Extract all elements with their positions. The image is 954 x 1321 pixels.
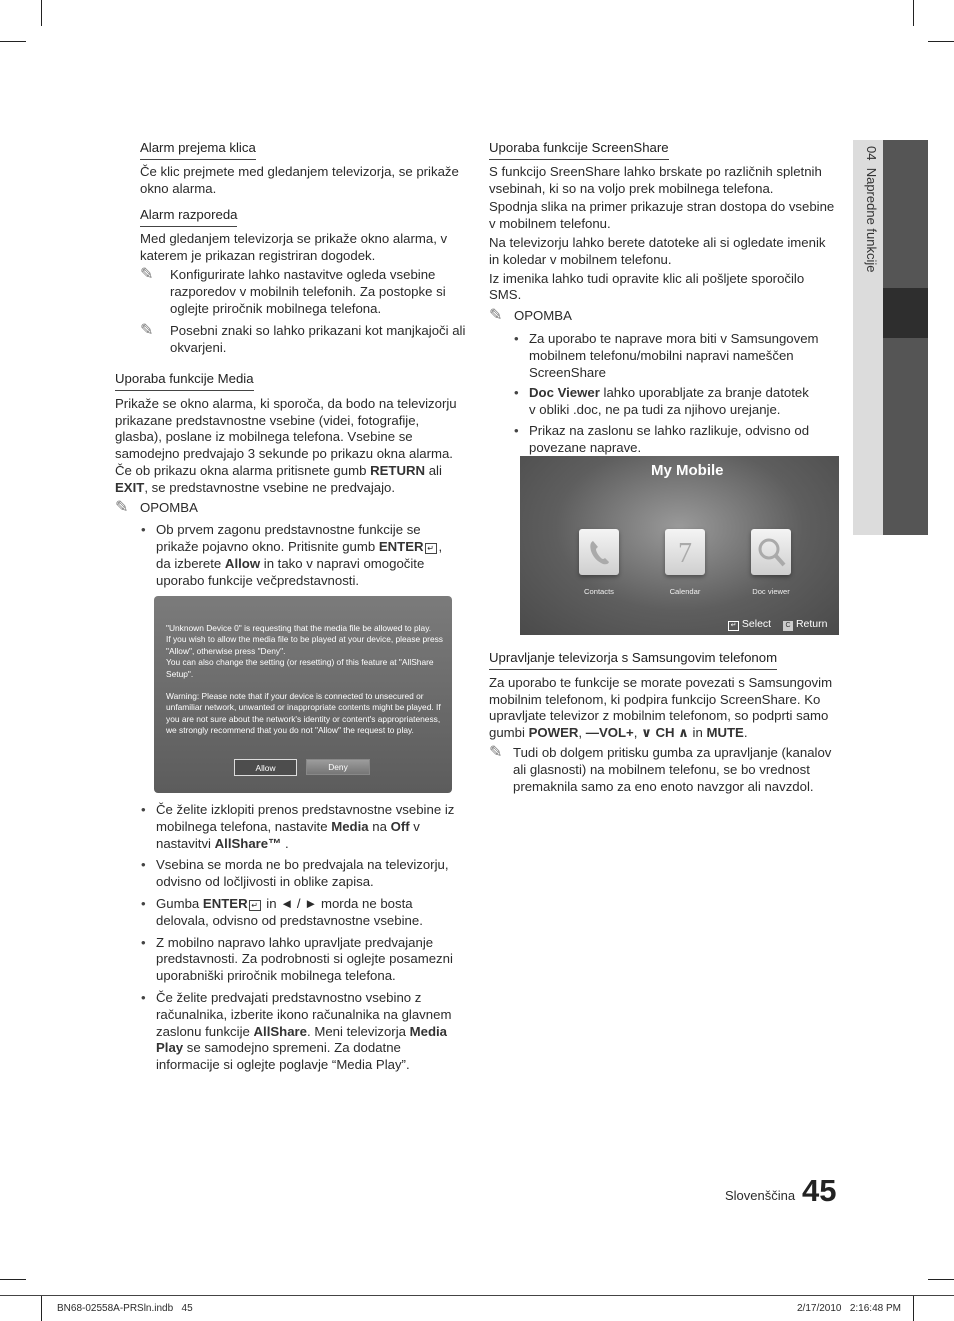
control-section xyxy=(489,650,839,795)
pencil-icon: ✎ xyxy=(489,743,503,761)
chapter-number: 04 xyxy=(864,146,879,161)
footer-rule xyxy=(0,1295,954,1296)
doc-viewer-label: Doc viewer xyxy=(752,587,790,596)
opomba-label: ✎ OPOMBA xyxy=(115,498,198,516)
sidebar-block-active xyxy=(883,288,928,338)
phone-icon xyxy=(579,529,619,575)
chapter-title: Napredne funkcije xyxy=(864,167,879,273)
note-text: Konfigurirate lahko nastavitve ogleda vsebine razporedov v mobilnih telefonih. Za postopke si oglejte priročnik mobilnega telefona. xyxy=(170,267,446,316)
section-heading: Alarm razporeda xyxy=(140,207,237,227)
alarm-schedule-section xyxy=(140,207,470,356)
paragraph: Na televizorju lahko berete datoteke ali si ogledate imenik in koledar v mobilnem telefonu. xyxy=(489,234,826,267)
key-return: RETURN xyxy=(370,462,426,478)
crop-mark xyxy=(928,1279,954,1280)
my-mobile-title: My Mobile xyxy=(651,462,724,479)
dialog-body xyxy=(166,623,444,737)
key-exit: EXIT xyxy=(115,479,145,495)
sidebar-block xyxy=(883,140,928,288)
vol-key: —VOL+ xyxy=(585,725,634,741)
contacts-label: Contacts xyxy=(584,587,614,596)
list-item: • Doc Viewer lahko uporabljate za branje datotek v obliki .doc, ne pa tudi za njihovo urejanje. xyxy=(514,385,819,419)
my-mobile-screen xyxy=(520,456,839,635)
pencil-icon: ✎ xyxy=(140,321,154,339)
list-item: • Za uporabo te naprave mora biti v Samsungovem mobilnem telefonu/mobilni napravi nameščen ScreenShare xyxy=(514,331,819,381)
pencil-icon: ✎ xyxy=(115,498,129,516)
dialog-text: Warning: Please note that if your device is connected to unsecured or unfamiliar network, unwanted or inappropriate contents might be played. If you are not sure about the network's identity or content's appropriateness, we strongly recommend that you do not "Allow" the request to play. xyxy=(166,691,441,736)
doc-viewer-tile[interactable] xyxy=(751,529,791,575)
paragraph: Če klic prejmete med gledanjem televizorja, se prikaže okno alarma. xyxy=(140,163,459,196)
calendar-icon: 7 xyxy=(678,538,692,569)
list-item: • Prikaz na zaslonu se lahko razlikuje, odvisno od povezane naprave. xyxy=(514,423,819,457)
bullet-list xyxy=(141,802,466,1078)
allow-button[interactable]: Allow xyxy=(234,759,297,776)
deny-button[interactable]: Deny xyxy=(306,759,370,775)
sidebar-block xyxy=(883,338,928,535)
note xyxy=(140,323,470,357)
page-number: 45 xyxy=(802,1173,837,1208)
dialog-text: "Unknown Device 0" is requesting that the media file be allowed to play. xyxy=(166,623,432,633)
paragraph: Med gledanjem televizorja se prikaže okno alarma, v katerem je prikazan registriran dogodek. xyxy=(140,230,448,263)
crop-mark xyxy=(913,0,914,26)
list-item: • Vsebina se morda ne bo predvajala na televizorju, odvisno od ločljivosti in oblike zapisa. xyxy=(141,857,466,891)
list-item: • Če želite izklopiti prenos predstavnostne vsebine iz mobilnega telefona, nastavite Media na Off v nastavitvi AllShare™ . xyxy=(141,802,466,852)
section-heading: Uporaba funkcije Media xyxy=(115,371,254,391)
enter-icon: ↵ xyxy=(249,900,261,911)
screenshare-section xyxy=(489,140,839,461)
list-item: • Gumba ENTER ↵ in ◄ / ► morda ne bosta delovala, odvisno od predstavnostne vsebine. xyxy=(141,896,466,930)
enter-icon: ↵ xyxy=(728,621,739,631)
return-hint: Return xyxy=(795,618,828,630)
file-info: BN68-02558A-PRSln.indb 45 xyxy=(57,1303,193,1314)
crop-mark xyxy=(928,41,954,42)
bullet-list xyxy=(514,331,819,457)
paragraph: Iz imenika lahko tudi opravite klic ali pošljete sporočilo SMS. xyxy=(489,270,805,303)
note-text: Posebni znaki so lahko prikazani kot manjkajoči ali okvarjeni. xyxy=(170,322,466,355)
chapter-label xyxy=(859,146,879,316)
screen-footer xyxy=(728,616,827,633)
calendar-label: Calendar xyxy=(669,587,701,596)
dialog-text: If you wish to allow the media file to be played at your device, please press "Allow", otherwise press "Deny". xyxy=(166,634,443,656)
note xyxy=(489,745,839,795)
language-label: Slovenščina xyxy=(725,1188,796,1203)
calendar-tile[interactable] xyxy=(665,529,705,575)
section-heading: Alarm prejema klica xyxy=(140,140,256,160)
list-item: • Če želite predvajati predstavnostno vsebino z računalnika, izberite ikono računalnika na glavnem zaslonu funkcije AllShare. Meni televizorja Media Play se samodejno spremeni. Za dodatne informacije si oglejte poglavje “Media Play”. xyxy=(141,990,466,1074)
return-key-icon: C xyxy=(783,621,793,631)
pencil-icon: ✎ xyxy=(140,266,154,284)
media-section xyxy=(115,371,465,594)
crop-mark xyxy=(41,1295,42,1321)
crop-mark xyxy=(0,1279,26,1280)
note xyxy=(140,267,470,317)
section-heading: Upravljanje televizorja s Samsungovim telefonom xyxy=(489,650,777,670)
select-hint: Select xyxy=(741,618,772,630)
media-permission-dialog xyxy=(154,596,452,793)
alarm-call-section xyxy=(140,140,470,197)
dialog-text: You can also change the setting (or resetting) of this feature at "AllShare Setup". xyxy=(166,657,434,679)
contacts-tile[interactable] xyxy=(579,529,619,575)
pencil-icon: ✎ xyxy=(489,307,503,325)
section-heading: Uporaba funkcije ScreenShare xyxy=(489,140,669,160)
paragraph: Za uporabo te funkcije se morate povezati s Samsungovim mobilnim telefonom, ki podpira funkcijo ScreenShare. Ko upravljate televizor z mobilnim telefonom, so podprti samo gumbi POWER, —VOL+, ∨ CH ∧ in MUTE. xyxy=(489,674,833,741)
allow-keyword: Allow xyxy=(224,555,261,571)
enter-icon: ↵ xyxy=(425,543,437,554)
paragraph: Spodnja slika na primer prikazuje stran dostopa do vsebine v mobilnem telefonu. xyxy=(489,199,835,232)
magnifier-icon xyxy=(751,529,791,575)
opomba-label: ✎ OPOMBA xyxy=(489,307,572,325)
print-date: 2/17/2010 2:16:48 PM xyxy=(797,1303,901,1314)
paragraph: S funkcijo SreenShare lahko brskate po različnih spletnih vsebinah, ki so na voljo prek mobilnega telefona. xyxy=(489,163,822,196)
key-enter: ENTER xyxy=(378,539,424,555)
list-item: • Z mobilno napravo lahko upravljate predvajanje predstavnosti. Za podrobnosti si oglejte posamezni uporabniški priročnik mobilnega telefona. xyxy=(141,935,466,985)
list-item: • Ob prvem zagonu predstavnostne funkcije se prikaže pojavno okno. Pritisnite gumb ENTER ↵ , da izberete Allow in tako v napravi omogočite uporabo funkcije večpredstavnosti. xyxy=(141,522,451,589)
crop-mark xyxy=(0,41,26,42)
note-text: Tudi ob dolgem pritisku gumba za upravljanje (kanalov ali glasnosti) na mobilnem telefonu, se bo vrednost premaknila samo za eno enoto navzgor ali navzdol. xyxy=(513,744,832,794)
ch-key: ∨ CH ∧ xyxy=(641,725,689,741)
crop-mark xyxy=(41,0,42,26)
crop-mark xyxy=(913,1295,914,1321)
paragraph: Prikaže se okno alarma, ki sporoča, da bodo na televizorju prikazane predstavnostne vsebine (videi, fotografije, glasba), poslane iz mobilnega telefona. Vsebine se samodejno predvajajo 3 sekunde po prikazu okna alarma. Če ob prikazu okna alarma pritisnete gumb RETURN ali EXIT, se predstavnostne vsebine ne predvajajo. xyxy=(115,395,457,495)
